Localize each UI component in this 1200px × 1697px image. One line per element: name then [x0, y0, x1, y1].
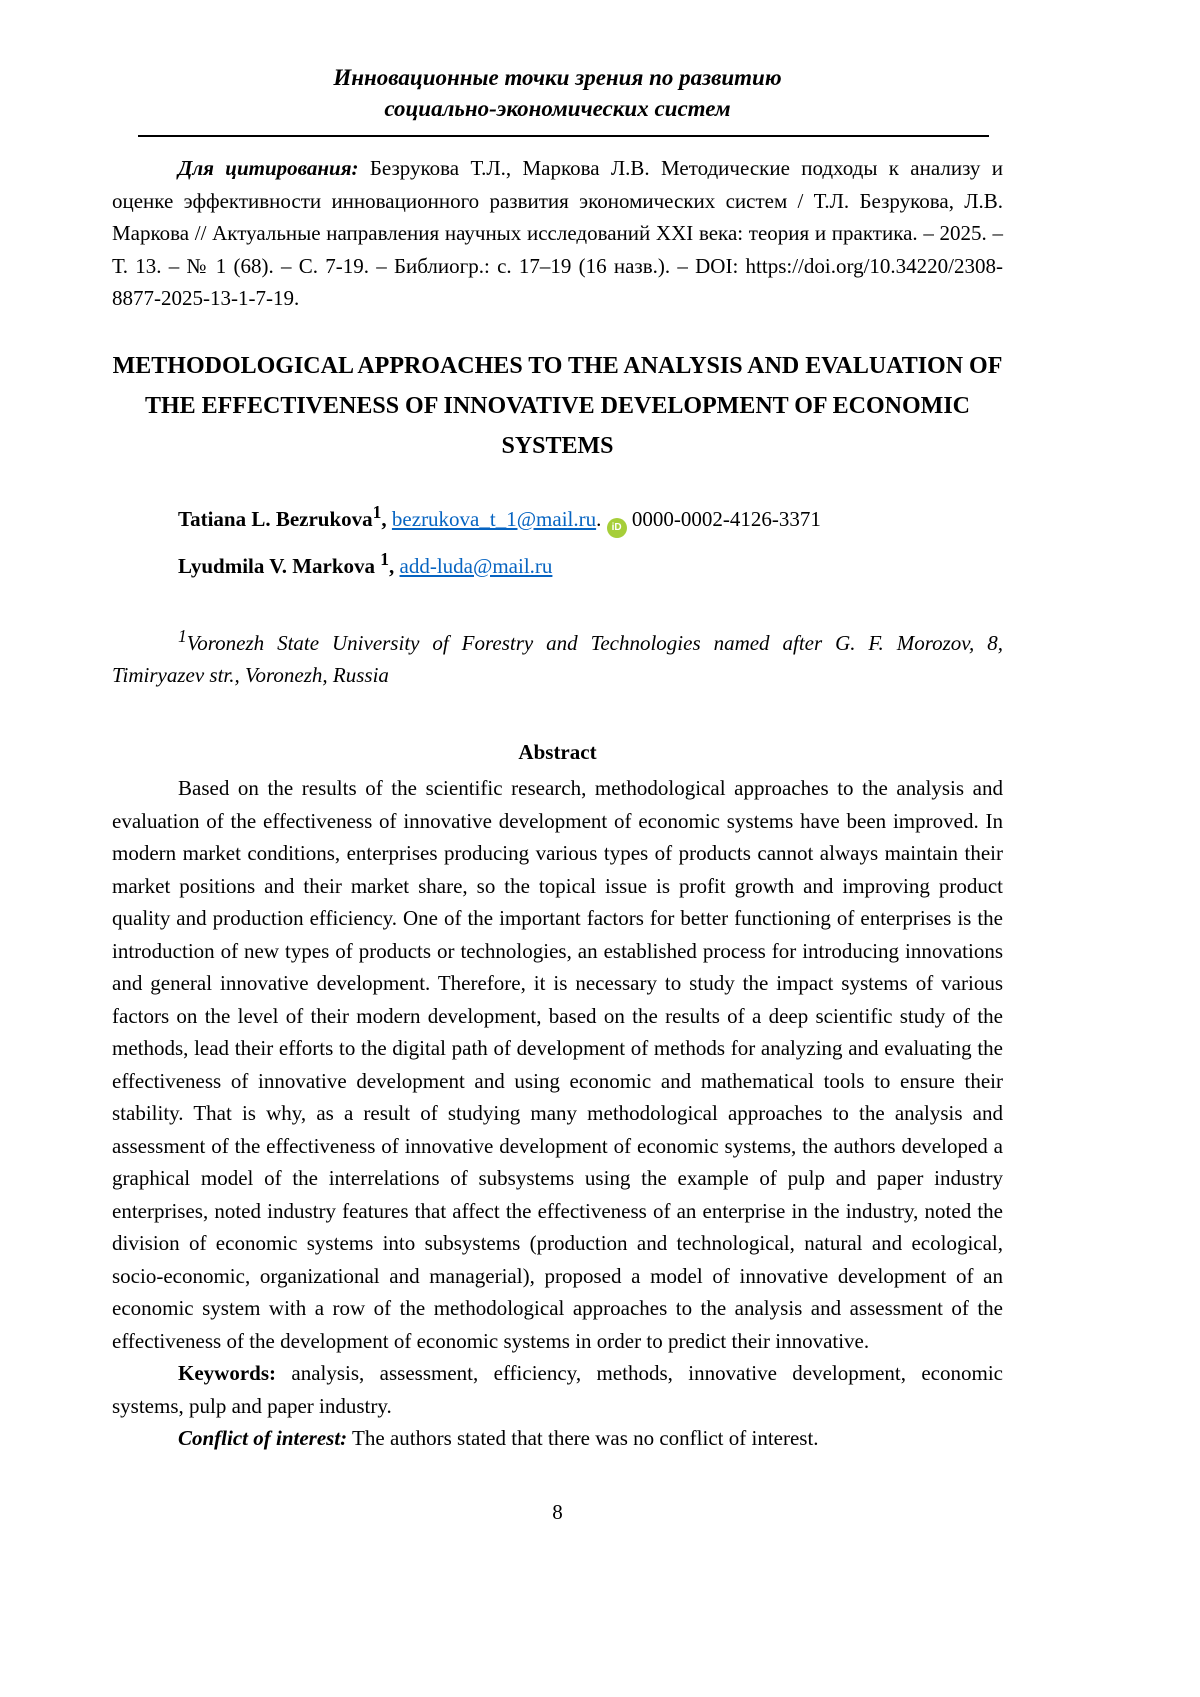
journal-header — [112, 62, 1003, 124]
abstract-text: Based on the results of the scientific research, methodological approaches to the analysis and evaluation of the effectiveness of innovative development of economic systems have been improved. In modern market conditions, enterprises producing various types of products cannot always maintain their market positions and their market share, so the topical issue is profit growth and improving product quality and production efficiency. One of the important factors for better functioning of enterprises is the introduction of new types of products or technologies, an established process for introducing innovations and general innovative development. Therefore, it is necessary to study the impact systems of various factors on the level of their modern development, based on the results of a deep scientific study of the methods, lead their efforts to the digital path of development of methods for analyzing and evaluating the effectiveness of innovative development and using economic and mathematical tools to ensure their stability. That is why, as a result of studying many methodological approaches to the analysis and assessment of the effectiveness of innovative development of economic systems, the authors developed a graphical model of the interrelations of subsystems using the example of pulp and paper industry enterprises, noted industry features that affect the effectiveness of an enterprise in the industry, noted the division of economic systems into subsystems (production and technological, natural and ecological, socio-economic, organizational and managerial), proposed a model of innovative development of an economic system with a row of the methodological approaches to the analysis and assessment of the effectiveness of the development of economic systems in order to predict their innovative. — [112, 776, 1003, 1353]
page-number: 8 — [552, 1500, 563, 1524]
author-2-email-link[interactable]: add-luda@mail.ru — [399, 553, 553, 578]
keywords-text: analysis, assessment, efficiency, methods, innovative development, economic systems, pulp and paper industry. — [112, 1361, 1003, 1418]
author-1-affiliation-sup: 1 — [372, 501, 382, 522]
author-2-comma: , — [389, 553, 395, 578]
abstract-heading: Abstract — [518, 739, 597, 764]
author-line-2 — [178, 539, 1003, 586]
header-divider — [138, 135, 989, 137]
article-title-en: METHODOLOGICAL APPROACHES TO THE ANALYSIS AND EVALUATION OF THE EFFECTIVENESS OF INNOVATIVE DEVELOPMENT OF ECONOMIC SYSTEMS — [112, 352, 1003, 459]
affiliation-sup: 1 — [178, 625, 187, 646]
journal-title-line2: социально-экономических систем — [384, 96, 731, 121]
author-1-orcid-number: 0000-0002-4126-3371 — [631, 506, 821, 531]
keywords-paragraph — [112, 1357, 1003, 1422]
citation-label: Для цитирования: — [178, 156, 359, 180]
author-line-1 — [178, 492, 1003, 539]
conflict-text: The authors stated that there was no conflict of interest. — [347, 1426, 819, 1450]
authors-block — [112, 492, 1003, 586]
keywords-label: Keywords: — [178, 1361, 276, 1385]
author-1-period: . — [596, 506, 602, 531]
affiliation-text: Voronezh State University of Forestry and Technologies named after G. F. Morozov, 8, Timiryazev str., Voronezh, Russia — [112, 630, 1003, 687]
author-1-comma: , — [381, 506, 387, 531]
conflict-paragraph — [112, 1422, 1003, 1455]
citation-paragraph — [112, 152, 1003, 315]
orcid-icon[interactable] — [607, 518, 627, 538]
journal-title-line1: Инновационные точки зрения по развитию — [333, 65, 782, 90]
author-2-affiliation-sup: 1 — [380, 548, 390, 569]
author-2-name: Lyudmila V. Markova $^1$, — [178, 548, 395, 578]
author-1-email-link[interactable]: bezrukova_t_1@mail.ru — [391, 506, 597, 531]
orcid-icon-glyph: iD — [611, 521, 622, 533]
affiliation — [112, 620, 1003, 692]
conflict-label: Conflict of interest: — [178, 1426, 348, 1450]
author-1-name: Tatiana L. Bezrukova$^1$, — [178, 501, 387, 531]
citation-text: Безрукова Т.Л., Маркова Л.В. Методические подходы к анализу и оценке эффективности инновационного развития экономических систем / Т.Л. Безрукова, Л.В. Маркова // Актуальные направления научных исследований XXI века: теория и практика. – 2025. – Т. 13. – № 1 (68). – С. 7-19. – Библиогр.: с. 17–19 (16 назв.). – DOI: https://doi.org/10.34220/2308-8877-2025-13-1-7-19. — [112, 156, 1003, 310]
